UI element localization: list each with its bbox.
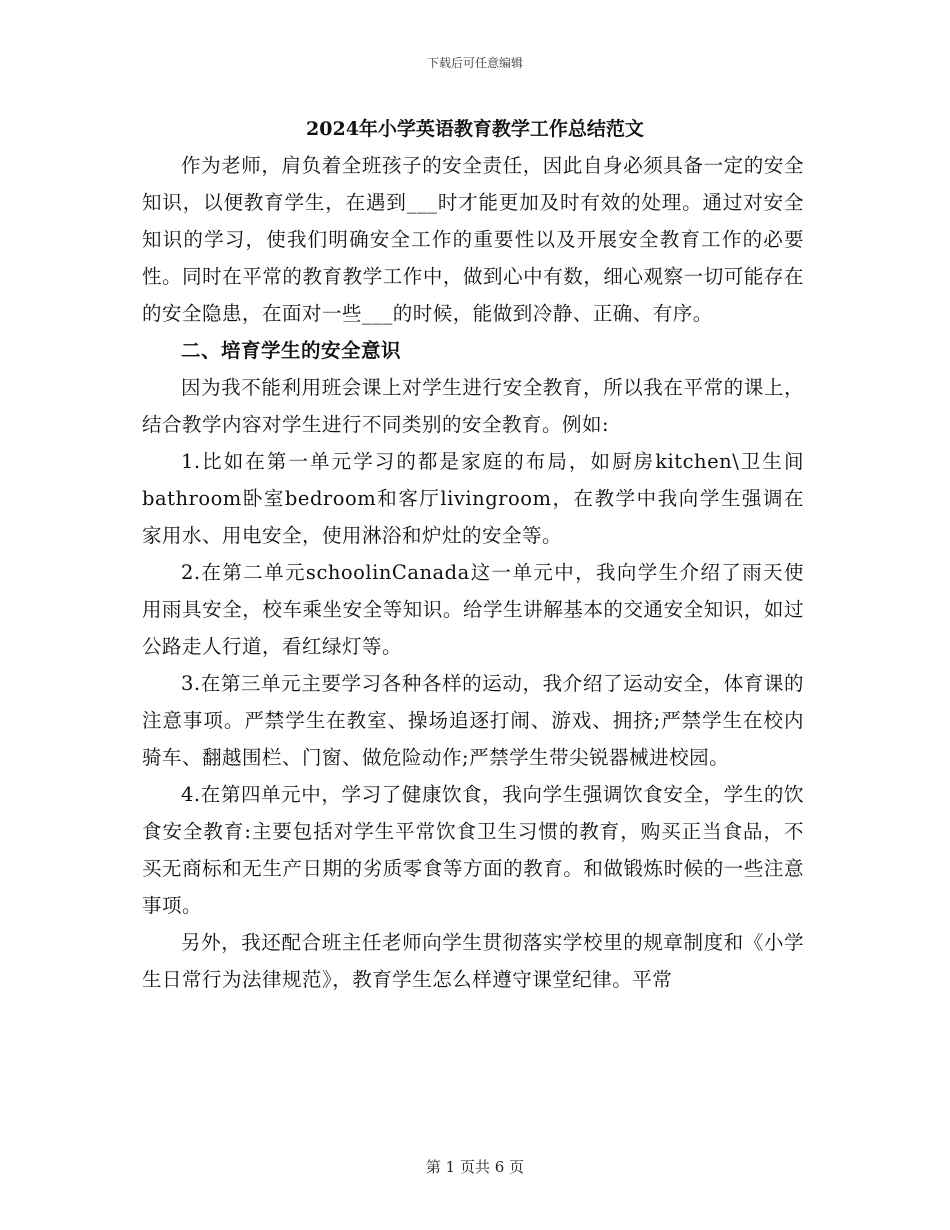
paragraph-additional: 另外，我还配合班主任老师向学生贯彻落实学校里的规章制度和《小学生日常行为法律规范》，教育学生怎么样遵守课堂纪律。平常: [142, 931, 804, 991]
document-body: [142, 147, 804, 998]
header-note: 下载后可任意编辑: [426, 56, 523, 70]
document-title: 2024年小学英语教育教学工作总结范文: [306, 118, 644, 140]
paragraph-item-4: 4.在第四单元中，学习了健康饮食，我向学生强调饮食安全，学生的饮食安全教育:主要包括对学生平常饮食卫生习惯的教育，购买正当食品，不买无商标和无生产日期的劣质零食等方面的教育。和做锻炼时候的一些注意事项。: [142, 783, 804, 917]
section-heading: 二、培育学生的安全意识: [181, 339, 402, 362]
paragraph-section-intro: 因为我不能利用班会课上对学生进行安全教育，所以我在平常的课上，结合教学内容对学生进行不同类别的安全教育。例如:: [142, 376, 804, 436]
paragraph-item-2: 2.在第二单元schoolinCanada这一单元中，我向学生介绍了雨天使用雨具安全，校车乘坐安全等知识。给学生讲解基本的交通安全知识，如过公路走人行道，看红绿灯等。: [142, 561, 804, 658]
paragraph-intro: 作为老师，肩负着全班孩子的安全责任，因此自身必须具备一定的安全知识，以便教育学生，在遇到___时才能更加及时有效的处理。通过对安全知识的学习，使我们明确安全工作的重要性以及开展安全教育工作的必要性。同时在平常的教育教学工作中，做到心中有数，细心观察一切可能存在的安全隐患，在面对一些___的时候，能做到冷静、正确、有序。: [142, 154, 804, 325]
paragraph-item-1: 1.比如在第一单元学习的都是家庭的布局，如厨房kitchen\卫生间bathroom卧室bedroom和客厅livingroom，在教学中我向学生强调在家用水、用电安全，使用淋浴和炉灶的安全等。: [142, 450, 804, 547]
paragraph-item-3: 3.在第三单元主要学习各种各样的运动，我介绍了运动安全，体育课的注意事项。严禁学生在教室、操场追逐打闹、游戏、拥挤;严禁学生在校内骑车、翻越围栏、门窗、做危险动作;严禁学生带尖锐器械进校园。: [142, 672, 804, 769]
page-footer: 第 1 页共 6 页: [425, 1158, 525, 1176]
